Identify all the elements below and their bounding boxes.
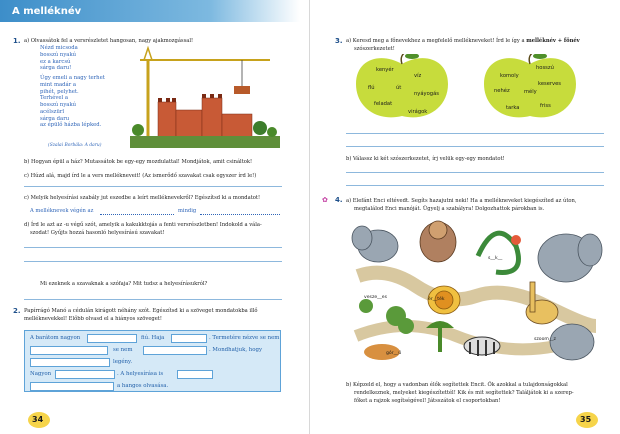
task-4-number: 4. (335, 196, 343, 204)
apple-word: flú (368, 85, 375, 91)
apple-word: komoly (500, 73, 519, 79)
fill-text: . Termetére nézve se nem (209, 335, 280, 341)
missing-word-blank[interactable] (177, 370, 213, 379)
rule-blank[interactable] (200, 214, 280, 215)
path-label: s__k__ (488, 256, 503, 261)
missing-word-blank[interactable] (87, 334, 137, 343)
task-1c-rule-instruction: c) Melyik helyesírási szabály jut eszedbe a leírt melléknevekről? Egészítsd ki a mondatot! (24, 195, 261, 201)
poem-line: sárga daru (40, 115, 70, 122)
path-label: szoom__z (534, 337, 556, 342)
path-label: gór__ű (386, 351, 402, 356)
task-1d-instruction-line2: szodat! Gyűjts hozzá hasonló helyesírású szavakat! (30, 230, 165, 236)
right-page (310, 0, 620, 434)
rule-hint-start: A melléknevek végén az (30, 208, 94, 214)
apple-word: hosszú (536, 65, 554, 71)
pair-work-icon: ✿ (322, 196, 328, 204)
answer-line[interactable] (24, 186, 282, 187)
fill-text: . A helyesírása is (117, 371, 164, 377)
poem-line: Úgy emeli a nagy terhet (40, 75, 105, 82)
poem-line: Terhével a (40, 95, 68, 102)
page-title: A melléknév (12, 6, 82, 17)
page-number: 34 (32, 415, 44, 424)
rule-blank[interactable] (100, 214, 174, 215)
apple-word: mély (524, 89, 537, 95)
word-class-question: Mi ezeknek a szavaknak a szófaja? Mit tudsz a helyesírásukról? (40, 281, 208, 287)
apple-word: nyáyogás (414, 91, 439, 97)
task-1b-instruction: b) Hogyan épül a ház? Mutassátok be egy-egy mozdulattal! Mondjátok, amit csináltok! (24, 159, 253, 165)
task-1a-instruction: a) Olvassátok fel a versrészletet hangosan, nagy ajakmozgással! (24, 38, 194, 44)
answer-line[interactable] (346, 185, 604, 186)
fill-text: a hangos olvasása. (117, 383, 169, 389)
poem-line: pihét, pelyhet. (40, 88, 79, 95)
answer-line[interactable] (24, 299, 282, 300)
missing-word-blank[interactable] (30, 382, 114, 391)
answer-line[interactable] (24, 247, 282, 248)
apple-word: tarka (506, 105, 520, 111)
poem-line: acélszürl (40, 108, 65, 115)
fill-text: legény. (113, 359, 133, 365)
answer-line[interactable] (24, 261, 282, 262)
apple-word: virágok (408, 109, 428, 115)
missing-word-blank[interactable] (55, 370, 115, 379)
task-4b-instruction-line1: b) Képzeld el, hogy a vadonban élők segítettek Encit. Ők azokkal a tulajdonságokkal (346, 382, 568, 388)
task-1c-instruction: c) Húzd alá, majd írd le a vers mellékneveit! (Az ismerődő szavakat csak egyszer írd le!) (24, 173, 257, 179)
task-1d-instruction-line1: d) Írd le azt az -u végű szót, amelyik a kakukktojás a fenti versrészletben! Indokold a vála- (24, 222, 262, 228)
missing-word-blank[interactable] (143, 346, 207, 355)
fill-text: A barátom nagyon (30, 335, 81, 341)
poem-author: (Szalai Borbála: A daru) (48, 143, 102, 148)
fill-text: fiú. Haja (141, 335, 165, 341)
task-4b-instruction-line3: főket a rajzok segítségével! Játsszátok el csoportokban! (354, 398, 501, 404)
poem-line: bosszú nyakú (40, 51, 77, 58)
fill-text: . Mondhatjuk, hogy (209, 347, 263, 353)
path-label: vesze__es (364, 295, 387, 300)
task-2-number: 2. (13, 307, 21, 315)
apple-word: friss (540, 103, 551, 109)
task-3-number: 3. (335, 37, 343, 45)
fill-text: Nagyon (30, 371, 52, 377)
missing-word-blank[interactable] (30, 358, 110, 367)
task-2-instruction-line1: Papírrágó Manó a cédulán kirágott néhány szót. Egészítsd ki a szöveget mondatokba illő (24, 308, 258, 314)
fill-in-text-box (24, 330, 281, 392)
apple-word: keserves (538, 81, 562, 87)
answer-line[interactable] (346, 172, 604, 173)
poem-line: sárga daru! (40, 65, 72, 72)
title-bar (0, 0, 300, 22)
answer-line[interactable] (346, 146, 604, 147)
poem-line: mint madár a (40, 81, 77, 88)
task-3a-instruction: a) Keresd meg a főnevekhez a megfelelő mellékneveket! Írd le így a melléknév + főnév (346, 38, 580, 44)
poem-line: az épülő házba lépked. (40, 122, 102, 129)
crane-illustration (130, 44, 280, 148)
page-number: 35 (580, 415, 592, 424)
task-4a-instruction-line1: a) Elefánt Enci eltévedt. Segíts hazajutni neki! Ha a mellékneveket kiegészíted az úton, (346, 198, 577, 204)
task-1-number: 1. (13, 37, 21, 45)
apple-word: feladat (374, 101, 393, 107)
poem (40, 45, 132, 129)
missing-word-blank[interactable] (171, 334, 207, 343)
noun-apple (352, 54, 452, 124)
task-4a-instruction-line2: megtalálod Enci manóját. Ügyelj a szabályra! Dolgozhattok párokban is. (354, 206, 545, 212)
poem-line: Nézd micsoda (40, 45, 78, 51)
apple-word: út (396, 85, 402, 91)
apple-word: nehéz (494, 88, 510, 94)
poem-line: ez a karcsú (40, 58, 71, 65)
task-3b-instruction: b) Válassz ki két szószerkezetet, írj velük egy-egy mondatot! (346, 156, 505, 162)
poem-line: bosszú nyakú (40, 102, 77, 109)
missing-word-blank[interactable] (30, 346, 108, 355)
task-4b-instruction-line2: rendelkeznek, melyeket kiegészítettél! Kik és mit segítettek? Találjátok ki a szerep- (354, 390, 574, 396)
answer-line[interactable] (346, 133, 604, 134)
fill-text: se nem (113, 347, 133, 353)
rule-hint-middle: mindig (178, 208, 197, 214)
task-2-instruction-line2: melléknevekkel! Előbb olvasd el a hiányos szöveget! (24, 316, 162, 322)
apple-word: víz (414, 73, 422, 79)
path-label: ér__ték (428, 297, 445, 302)
apple-word: kenyér (376, 67, 394, 73)
task-3a-instruction-line2: szószerkezetet! (354, 46, 395, 52)
